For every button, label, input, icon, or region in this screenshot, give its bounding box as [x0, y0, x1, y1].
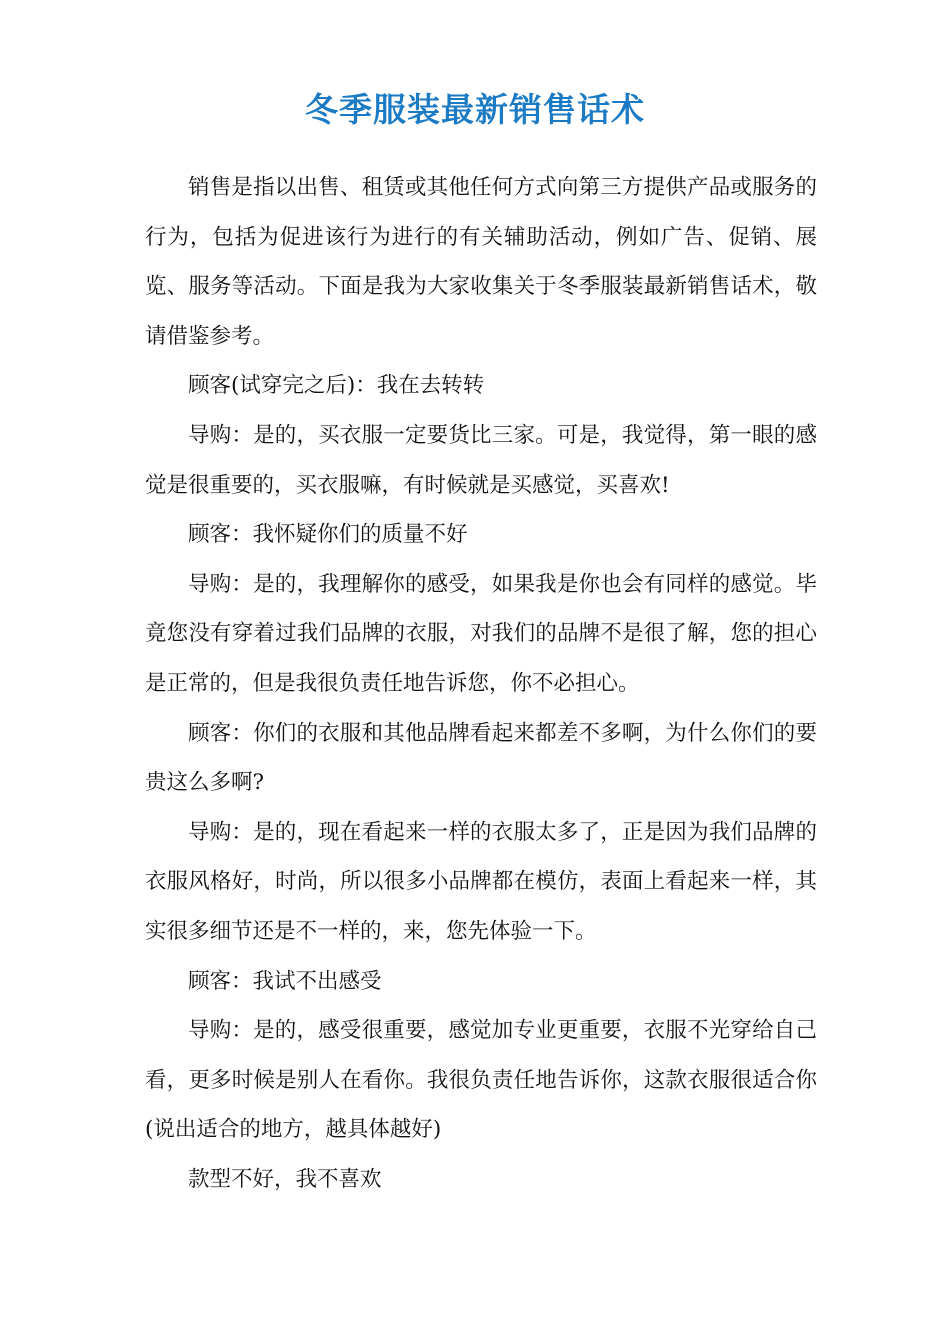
paragraph-guide-2: 导购：是的，我理解你的感受，如果我是你也会有同样的感觉。毕竟您没有穿着过我们品牌的衣服，对我们的品牌不是很了解，您的担心是正常的，但是我很负责任地告诉您，你不必担心。 [145, 571, 817, 696]
paragraph-customer-1: 顾客(试穿完之后)：我在去转转 [188, 373, 485, 399]
paragraph-guide-4: 导购：是的，感受很重要，感觉加专业更重要，衣服不光穿给自己看，更多时候是别人在看你。我很负责任地告诉你，这款衣服很适合你(说出适合的地方，越具体越好) [145, 1018, 817, 1143]
paragraph-customer-2: 顾客：我怀疑你们的质量不好 [188, 522, 468, 548]
paragraph-customer-4: 顾客：我试不出感受 [188, 968, 382, 994]
paragraph-intro: 销售是指以出售、租赁或其他任何方式向第三方提供产品或服务的行为，包括为促进该行为进行的有关辅助活动，例如广告、促销、展览、服务等活动。下面是我为大家收集关于冬季服装最新销售话术，敬请借鉴参考。 [145, 175, 817, 349]
document-body [145, 163, 817, 1204]
paragraph-guide-1: 导购：是的，买衣服一定要货比三家。可是，我觉得，第一眼的感觉是很重要的，买衣服嘛，有时候就是买感觉，买喜欢! [145, 422, 817, 498]
document-title: 冬季服装最新销售话术 [305, 90, 645, 129]
paragraph-customer-5: 款型不好，我不喜欢 [188, 1166, 382, 1192]
paragraph-customer-3: 顾客：你们的衣服和其他品牌看起来都差不多啊，为什么你们的要贵这么多啊? [145, 720, 817, 796]
paragraph-guide-3: 导购：是的，现在看起来一样的衣服太多了，正是因为我们品牌的衣服风格好，时尚，所以很多小品牌都在模仿，表面上看起来一样，其实很多细节还是不一样的，来，您先体验一下。 [145, 819, 817, 944]
